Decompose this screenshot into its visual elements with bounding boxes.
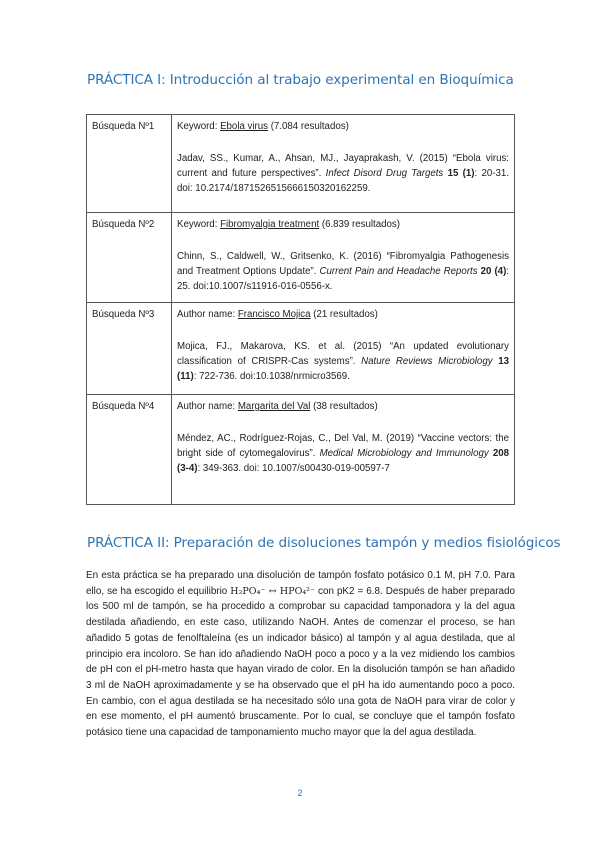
search-content [172, 213, 515, 303]
citation: Jadav, SS., Kumar, A., Ahsan, MJ., Jayaprakash, V. (2015) “Ebola virus: current and future perspectives”. Infect Disord Drug Targets 15 (1): 20-31. doi: 10.2174/1871526515666150320162259. [177, 153, 510, 194]
table-row [87, 115, 515, 213]
search-content [172, 115, 515, 213]
search-keyword: Keyword: Fibromyalgia treatment (6.839 resultados) [177, 219, 400, 230]
page-number: 2 [297, 788, 303, 798]
search-content [172, 303, 515, 395]
search-content [172, 395, 515, 505]
search-term: Francisco Mojica [237, 309, 311, 320]
table-row [87, 213, 515, 303]
citation: Chinn, S., Caldwell, W., Gritsenko, K. (2016) “Fibromyalgia Pathogenesis and Treatment Options Update”. Current Pain and Headache Reports 20 (4): 25. doi:10.1007/s11916-016-0556-x. [177, 251, 509, 292]
search-keyword: Author name: Margarita del Val (38 resultados) [177, 401, 378, 412]
table-row [87, 303, 515, 395]
search-label: Búsqueda Nº2 [87, 213, 172, 303]
citation: Mojica, FJ., Makarova, KS. et al. (2015) “An updated evolutionary classification of CRISPR-Cas systems”. Nature Reviews Microbiology 13 (11): 722-736. doi:10.1038/nrmicro3569. [177, 341, 510, 382]
practica-1-heading: PRÁCTICA I: Introducción al trabajo experimental en Bioquímica [87, 72, 514, 88]
search-label: Búsqueda Nº4 [87, 395, 172, 505]
practica-2-heading: PRÁCTICA II: Preparación de disoluciones tampón y medios fisiológicos [87, 535, 561, 551]
table-row [87, 395, 515, 505]
search-term: Fibromyalgia treatment [220, 219, 320, 230]
practica-2-paragraph: En esta práctica se ha preparado una disolución de tampón fosfato potásico 0.1 M, pH 7.0. Para ello, se ha escogido el equilibrio H₂PO₄⁻ ↔ HPO₄²⁻ con pK2 = 6.8. Después de haber preparado los 500 ml de tampón, se ha procedido a comprobar su capacidad tamponadora y la del agua destilada añadiendo, en este caso, utilizando NaOH. Antes de comenzar el proceso, se han añadido 5 gotas de fenolftaleína (es un indicador básico) al tampón y al agua destilada, que al principio era incoloro. Se han ido añadiendo NaOH poco a poco y a la vez midiendo los cambios de pH con el pH-metro hasta que hayan virado de color. En la disolución tampón se han añadido 3 ml de NaOH aproximadamente y se ha observado que el pH ha ido aumentando poco a poco. En cambio, con el agua destilada se ha necesitado sólo una gota de NaOH para virar de color y en ese momento, el pH aumentó bruscamente. Por lo cual, se concluye que el tampón fosfato potásico tiene una capacidad de tamponamiento mucho mayor que la del agua destilada. [86, 570, 516, 739]
search-term: Ebola virus [220, 121, 269, 132]
search-label: Búsqueda Nº3 [87, 303, 172, 395]
search-keyword: Author name: Francisco Mojica (21 resultados) [177, 309, 378, 320]
search-term: Margarita del Val [237, 401, 311, 412]
search-results-table [86, 114, 515, 505]
search-label: Búsqueda Nº1 [87, 115, 172, 213]
search-keyword: Keyword: Ebola virus (7.084 resultados) [177, 121, 349, 132]
equilibrium-formula: H₂PO₄⁻ ↔ HPO₄²⁻ [230, 585, 316, 597]
citation: Méndez, AC., Rodríguez-Rojas, C., Del Val, M. (2019) “Vaccine vectors: the bright side of cytomegalovirus”. Medical Microbiology and Immunology 208 (3-4): 349-363. doi: 10.1007/s00430-019-00597-7 [177, 433, 510, 474]
